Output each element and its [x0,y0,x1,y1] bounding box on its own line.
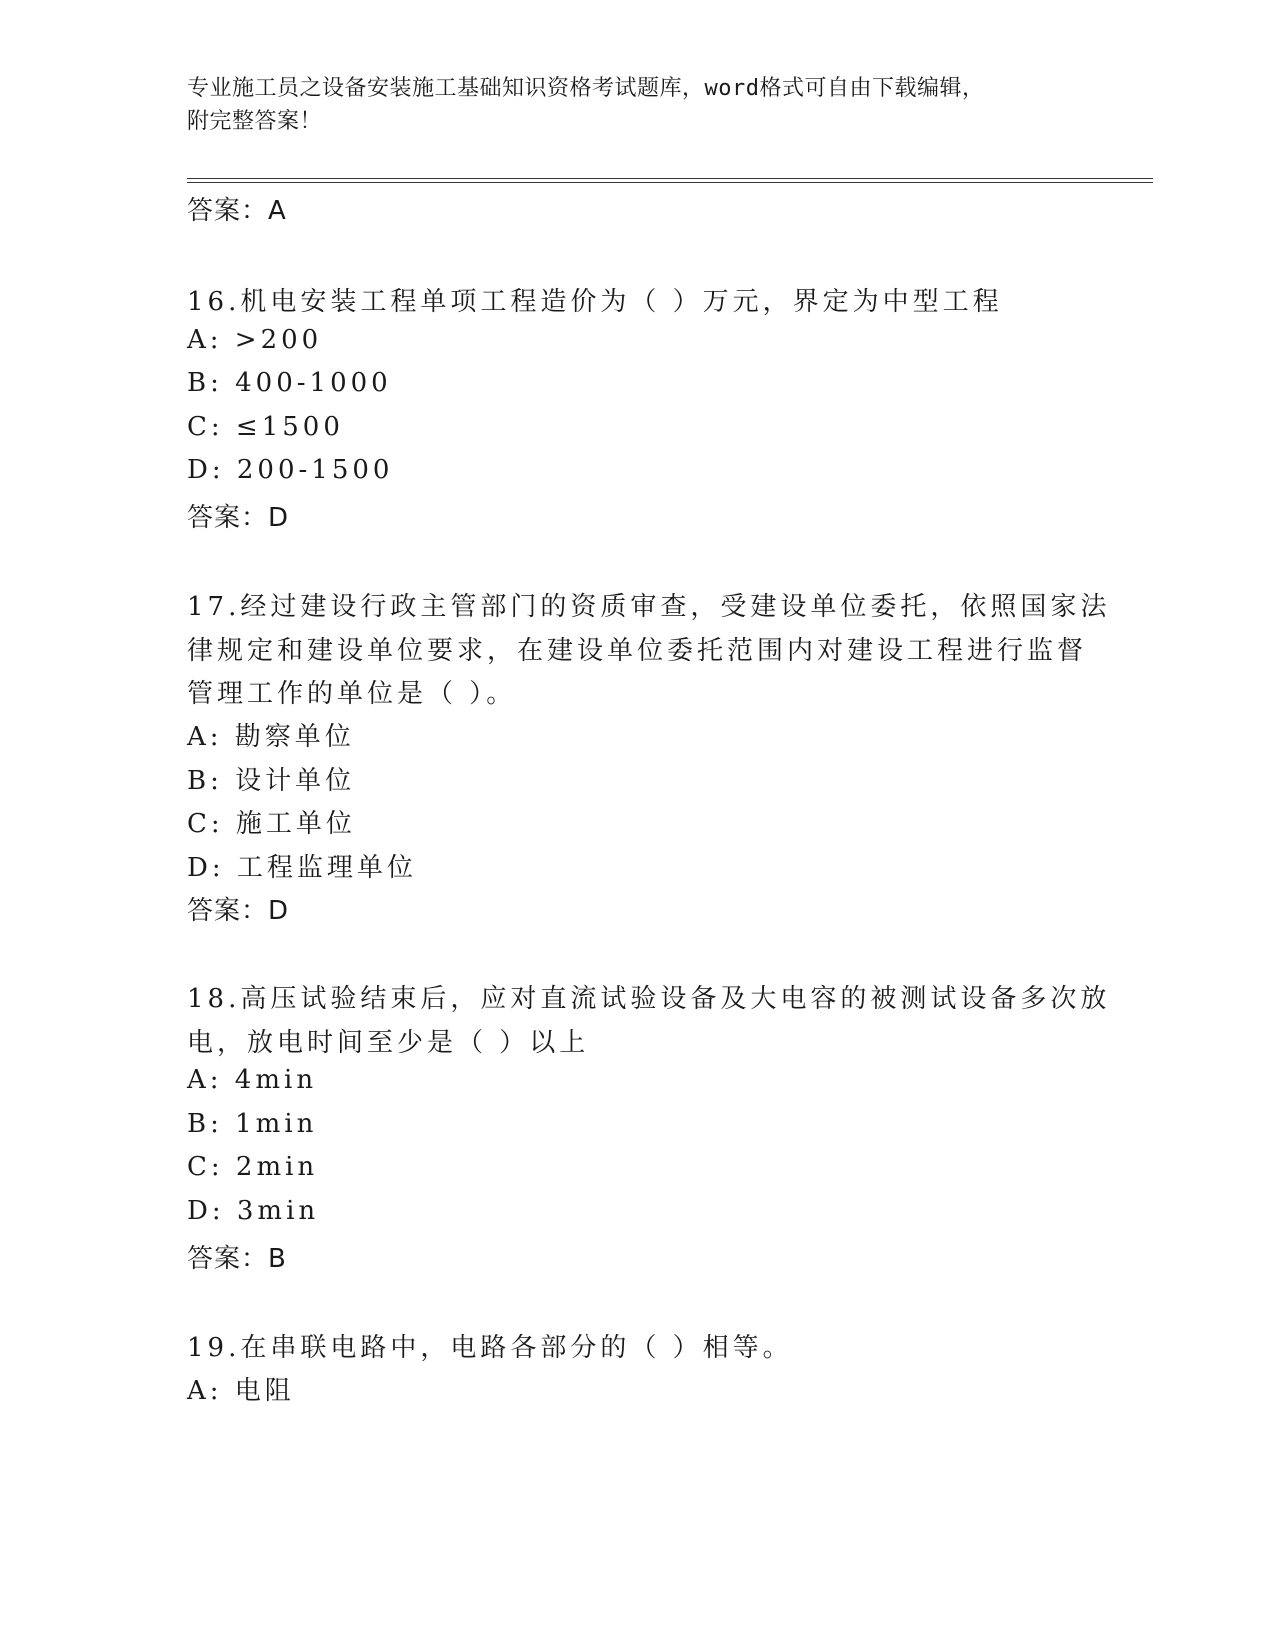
q18-text-line-1: 18.高压试验结束后，应对直流试验设备及大电容的被测试设备多次放 [187,984,1111,1014]
q18-option-c: C: 2min [187,1152,319,1182]
q18-text-line-2: 电，放电时间至少是（ ）以上 [187,1028,590,1058]
q17-option-c: C: 施工单位 [187,809,356,839]
header-line-2: 附完整答案！ [187,109,323,134]
prev-answer: 答案：A [187,196,287,226]
q19-option-a: A: 电阻 [187,1376,295,1406]
header-divider-top [187,178,1153,179]
q16-option-b: B: 400-1000 [187,368,392,398]
q17-text-line-1: 17.经过建设行政主管部门的资质审查，受建设单位委托，依照国家法 [187,592,1111,622]
q16-option-a: A: >200 [187,325,323,355]
q18-option-d: D: 3min [187,1196,320,1226]
q16-option-c: C: ≤1500 [187,412,344,442]
q19-text: 19.在串联电路中，电路各部分的（ ）相等。 [187,1333,793,1363]
q18-option-b: B: 1min [187,1109,318,1139]
q17-option-a: A: 勘察单位 [187,722,355,752]
q17-option-d: D: 工程监理单位 [187,853,417,883]
q17-answer: 答案：D [187,896,290,926]
q18-answer: 答案：B [187,1244,287,1274]
q16-option-d: D: 200-1500 [187,455,394,485]
q17-text-line-3: 管理工作的单位是（ ）。 [187,679,517,709]
header-divider-bottom [187,182,1153,183]
q16-text: 16.机电安装工程单项工程造价为（ ）万元，界定为中型工程 [187,287,1003,317]
q17-option-b: B: 设计单位 [187,766,356,796]
q17-text-line-2: 律规定和建设单位要求，在建设单位委托范围内对建设工程进行监督 [187,636,1088,666]
document-header [187,72,1067,138]
q16-answer: 答案：D [187,503,290,533]
header-line-1: 专业施工员之设备安装施工基础知识资格考试题库，word格式可自由下载编辑， [187,76,985,101]
q18-option-a: A: 4min [187,1065,318,1095]
